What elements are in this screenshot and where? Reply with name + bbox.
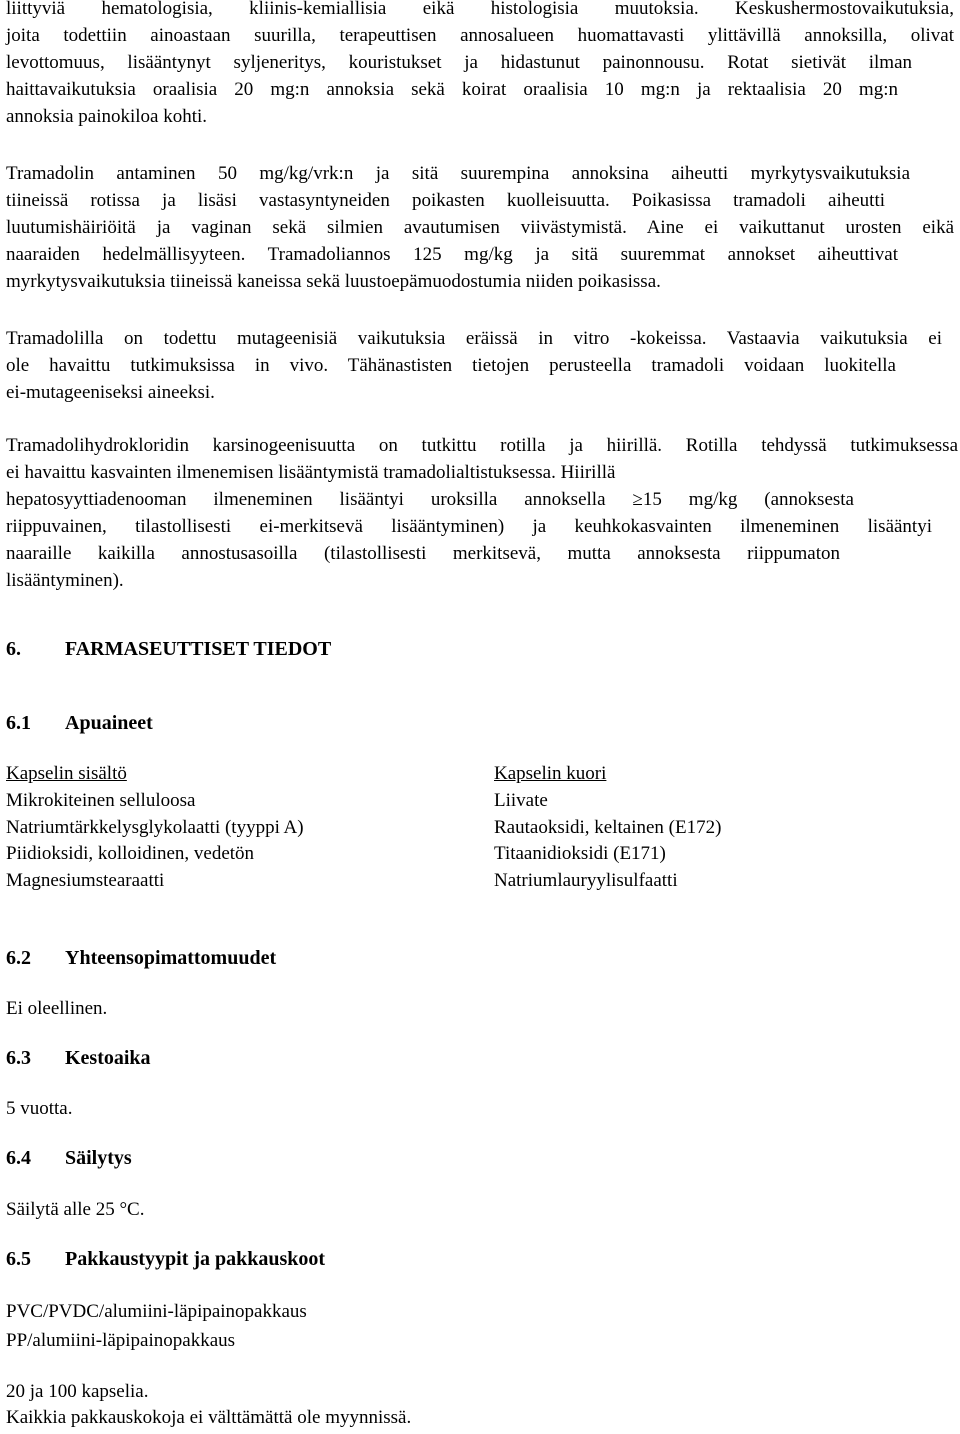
- section-number: 6.2: [6, 947, 31, 969]
- storage-text: Säilytä alle 25 °C.: [6, 1199, 145, 1220]
- text-line: lisääntyminen).: [6, 570, 124, 591]
- text-line: hepatosyyttiadenooman ilmeneminen lisääntyi uroksilla annoksella ≥15 mg/kg (annoksesta: [6, 489, 854, 510]
- text-line: naaraille kaikilla annostusasoilla (tilastollisesti merkitsevä, mutta annoksesta riippumaton: [6, 543, 840, 564]
- section-title: FARMASEUTTISET TIEDOT: [65, 638, 332, 660]
- text-line: liittyviä hematologisia, kliinis-kemiallisia eikä histologisia muutoksia. Keskushermostovaikutuksia,: [6, 0, 954, 19]
- text-line: naaraiden hedelmällisyyteen. Tramadoliannos 125 mg/kg ja sitä suuremmat annokset aiheuttivat: [6, 244, 898, 265]
- list-item: Liivate: [494, 790, 548, 811]
- section-title: Säilytys: [65, 1147, 132, 1169]
- text-line: Tramadolin antaminen 50 mg/kg/vrk:n ja sitä suurempina annoksina aiheutti myrkytysvaikutuksia: [6, 163, 910, 184]
- section-number: 6.5: [6, 1248, 31, 1270]
- column-header: Kapselin sisältö: [6, 763, 127, 784]
- section-number: 6.3: [6, 1047, 31, 1069]
- list-item: Magnesiumstearaatti: [6, 870, 165, 891]
- section-title: Apuaineet: [65, 712, 153, 734]
- column-header: Kapselin kuori: [494, 763, 607, 784]
- section-heading-6: [6, 638, 331, 661]
- paragraph-toxicity: [6, 0, 954, 130]
- list-item: Titaanidioksidi (E171): [494, 843, 666, 864]
- text-line: myrkytysvaikutuksia tiineissä kaneissa sekä luustoepämuodostumia niiden poikasissa.: [6, 271, 661, 292]
- text-line: joita todettiin ainoastaan suurilla, terapeuttisen annosalueen huomattavasti ylittävillä annoksilla, olivat: [6, 25, 954, 46]
- section-title: Pakkaustyypit ja pakkauskoot: [65, 1248, 326, 1270]
- package-size: 20 ja 100 kapselia.: [6, 1381, 149, 1402]
- text-line: haittavaikutuksia oraalisia 20 mg:n annoksia sekä koirat oraalisia 10 mg:n ja rektaalisia 20 mg:n: [6, 79, 898, 100]
- text-line: ole havaittu tutkimuksissa in vivo. Tähänastisten tietojen perusteella tramadoli voidaan luokitella: [6, 355, 896, 376]
- list-item: Rautaoksidi, keltainen (E172): [494, 817, 722, 838]
- text-line: riippuvainen, tilastollisesti ei-merkitsevä lisääntyminen) ja keuhkokasvainten ilmeneminen lisääntyi: [6, 516, 932, 537]
- shelf-life-text: 5 vuotta.: [6, 1098, 73, 1119]
- section-heading-6-1: [6, 712, 153, 735]
- paragraph-carcinogenicity: [6, 432, 958, 594]
- list-item: Natriumlauryylisulfaatti: [494, 870, 678, 891]
- list-item: Natriumtärkkelysglykolaatti (tyyppi A): [6, 817, 304, 838]
- package-type: PVC/PVDC/alumiini-läpipainopakkaus: [6, 1301, 307, 1322]
- incompatibilities-text: Ei oleellinen.: [6, 998, 108, 1019]
- section-title: Kestoaika: [65, 1047, 151, 1069]
- section-number: 6.4: [6, 1147, 31, 1169]
- section-heading-6-3: [6, 1047, 151, 1070]
- text-line: annoksia painokiloa kohti.: [6, 106, 208, 127]
- list-item: Piidioksidi, kolloidinen, vedetön: [6, 843, 255, 864]
- paragraph-reproduction: [6, 160, 954, 295]
- section-title: Yhteensopimattomuudet: [65, 947, 277, 969]
- section-number: 6.: [6, 638, 21, 660]
- text-line: levottomuus, lisääntynyt syljeneritys, kouristukset ja hidastunut painonnousu. Rotat sietivät ilman: [6, 52, 912, 73]
- text-line: Tramadolilla on todettu mutageenisiä vaikutuksia eräissä in vitro -kokeissa. Vastaavia vaikutuksia ei: [6, 328, 942, 349]
- package-note: Kaikkia pakkauskokoja ei välttämättä ole myynnissä.: [6, 1407, 412, 1428]
- text-line: Tramadolihydrokloridin karsinogeenisuutta on tutkittu rotilla ja hiirillä. Rotilla tehdyssä tutkimuksessa: [6, 435, 958, 456]
- section-heading-6-4: [6, 1147, 132, 1170]
- text-line: luutumishäiriöitä ja vaginan sekä silmien avautumisen viivästymistä. Aine ei vaikuttanut urosten eikä: [6, 217, 954, 238]
- text-line: tiineissä rotissa ja lisäsi vastasyntyneiden poikasten kuolleisuutta. Poikasissa tramadoli aiheutti: [6, 190, 885, 211]
- text-line: ei havaittu kasvainten ilmenemisen lisääntymistä tramadolialtistuksessa. Hiirillä: [6, 462, 616, 483]
- section-number: 6.1: [6, 712, 31, 734]
- section-heading-6-5: [6, 1248, 325, 1271]
- text-line: ei-mutageeniseksi aineeksi.: [6, 382, 215, 403]
- paragraph-mutagenicity: [6, 325, 954, 406]
- package-type: PP/alumiini-läpipainopakkaus: [6, 1330, 236, 1351]
- list-item: Mikrokiteinen selluloosa: [6, 790, 196, 811]
- section-heading-6-2: [6, 947, 276, 970]
